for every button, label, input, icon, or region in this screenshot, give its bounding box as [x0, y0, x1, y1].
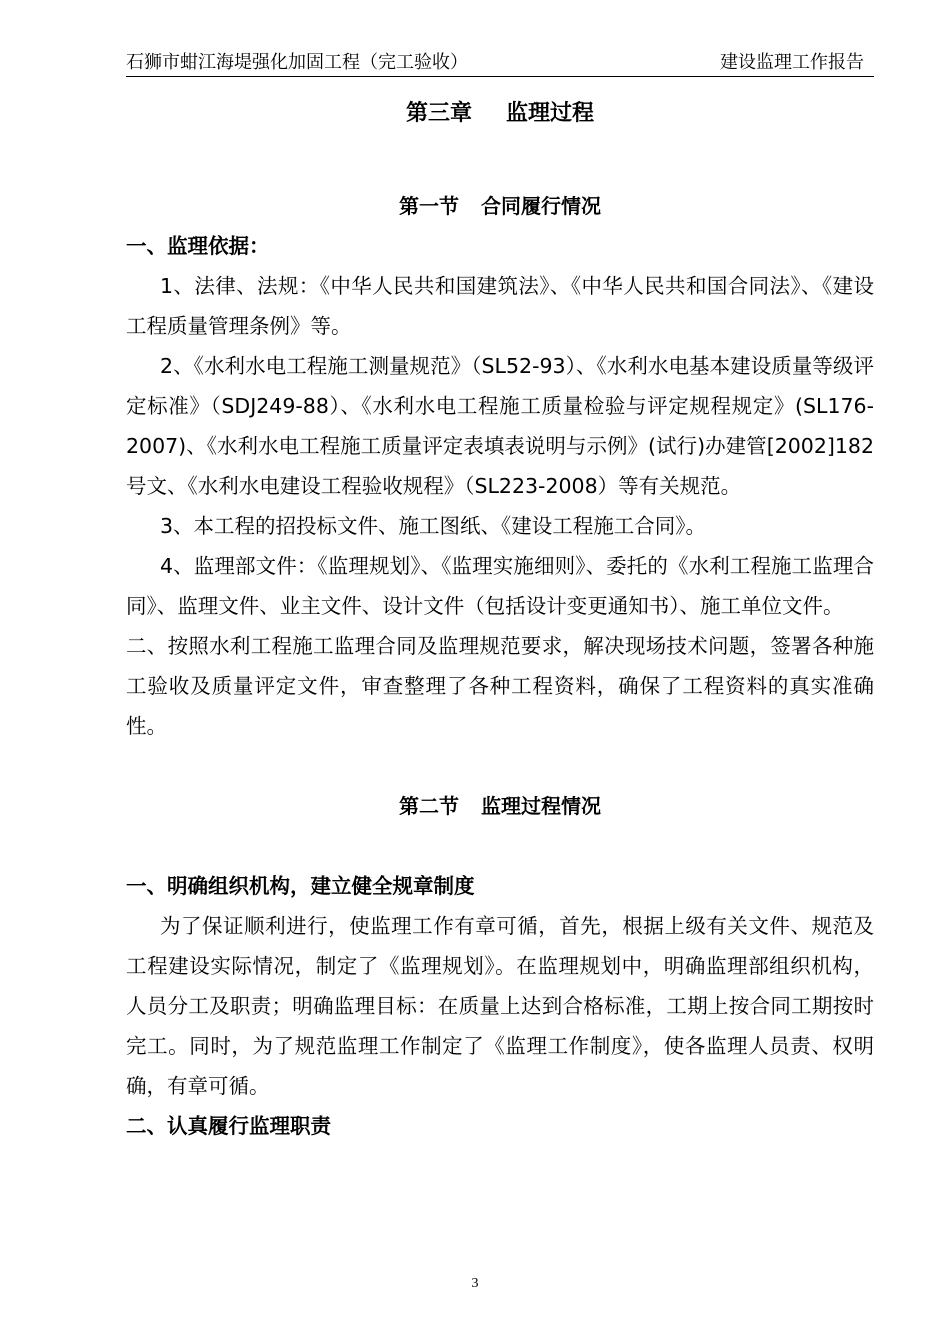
- page-number: 3: [471, 1276, 479, 1291]
- chapter-number: 第三章: [405, 101, 472, 126]
- basis-item-1: 1、法律、法规：《中华人民共和国建筑法》、《中华人民共和国合同法》、《建设工程质量管理条例》等。: [126, 274, 874, 338]
- page-body: [126, 86, 874, 1146]
- section-1-name: 合同履行情况: [481, 194, 601, 218]
- header-report-title: 建设监理工作报告: [720, 52, 864, 73]
- page-header: [126, 44, 874, 77]
- section-2-name: 监理过程情况: [481, 794, 601, 818]
- basis-item-3: 3、本工程的招投标文件、施工图纸、《建设工程施工合同》。: [160, 514, 707, 538]
- chapter-name: 监理过程: [506, 101, 595, 126]
- chapter-title: [126, 94, 874, 134]
- section-2-title: [126, 786, 874, 826]
- basis-item-4: 4、监理部文件：《监理规划》、《监理实施细则》、委托的《水利工程施工监理合同》、监理文件、业主文件、设计文件（包括设计变更通知书）、施工单位文件。: [126, 554, 874, 618]
- section-1-number: 第一节: [399, 194, 459, 218]
- section-2-heading-1: 一、明确组织机构，建立健全规章制度: [126, 874, 475, 898]
- section-2-number: 第二节: [399, 794, 459, 818]
- section-2-paragraph-1: 为了保证顺利进行，使监理工作有章可循，首先，根据上级有关文件、规范及工程建设实际情况，制定了《监理规划》。在监理规划中，明确监理部组织机构，人员分工及职责；明确监理目标：在质量上达到合格标准，工期上按合同工期按时完工。同时，为了规范监理工作制定了《监理工作制度》，使各监理人员责、权明确，有章可循。: [126, 914, 874, 1098]
- section-1-paragraph-2: 二、按照水利工程施工监理合同及监理规范要求，解决现场技术问题，签署各种施工验收及质量评定文件，审查整理了各种工程资料，确保了工程资料的真实准确性。: [126, 634, 874, 738]
- basis-item-2: 2、《水利水电工程施工测量规范》（SL52-93）、《水利水电基本建设质量等级评定标准》（SDJ249-88）、《水利水电工程施工质量检验与评定规程规定》(SL176-2007)、《水利水电工程施工质量评定表填表说明与示例》(试行)办建管[2002]182号文、《水利水电建设工程验收规程》（SL223-2008）等有关规范。: [126, 354, 874, 498]
- section-1-title: [126, 186, 874, 226]
- section-1-heading: 一、监理依据：: [126, 234, 270, 258]
- header-project-title: 石狮市蚶江海堤强化加固工程（完工验收）: [126, 52, 468, 73]
- section-2-heading-2: 二、认真履行监理职责: [126, 1114, 331, 1138]
